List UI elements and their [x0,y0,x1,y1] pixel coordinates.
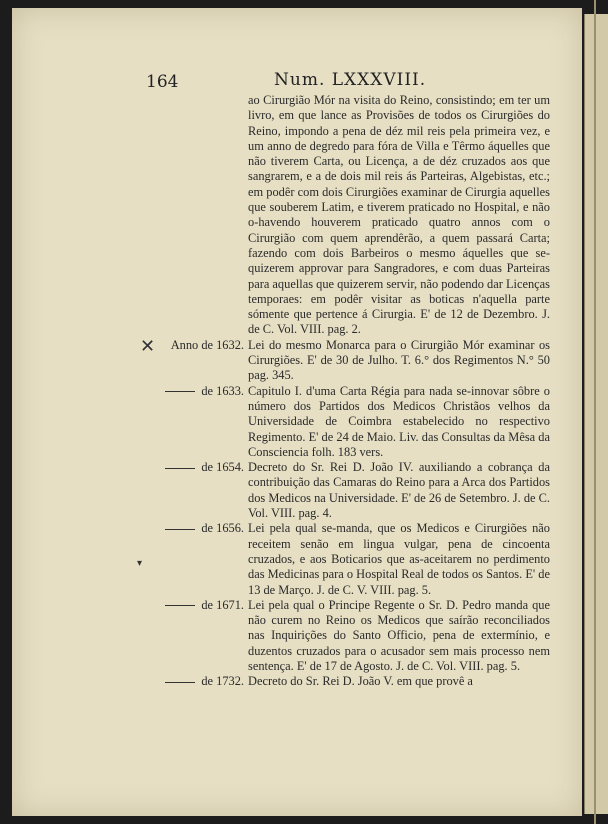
entry-year: de 1656. [201,521,244,536]
ditto-dash [165,468,195,469]
entry-text: Lei pela qual o Principe Regente o Sr. D. Pedro manda que não curem no Reino os Medicos que saírão reconciliados nas Inquirições do Santo Officio, pena de extermínio, e duzentos cruzados para o acusador sem mais processo nem sentença. E' de 17 de Agosto. J. de C. Vol. VIII. pag. 5. [248,597,550,673]
entry-year-label [150,598,244,613]
next-page-edge [584,14,608,814]
entry-1654 [150,460,550,521]
binding-line [594,0,596,824]
entry-text: Decreto do Sr. Rei D. João IV. auxiliando a cobrança da contribuição das Camaras do Reino para a Arca dos Partidos dos Medicos na Universidade. E' de 26 de Setembro. J. de C. Vol. VIII. pag. 4. [248,460,550,521]
entry-year-label [150,521,244,536]
entry-year-label [150,460,244,475]
ditto-dash [165,529,195,530]
entry-year: de 1633. [201,383,244,398]
entry-year: de 1654. [201,460,244,475]
ditto-dash [165,391,195,392]
entry-1671 [150,598,550,674]
entry-text: Lei pela qual se-manda, que os Medicos e Cirurgiões não receitem senão em lingua vulgar, pena de cincoenta cruzados, e aos Boticarios que as-aceitarem no perdimento das Medicinas para o Hospital Real de todos os Santos. E' de 13 de Março. J. de C. V. VIII. pag. 5. [248,521,550,597]
page-number: 164 [146,72,179,92]
ditto-dash [165,605,195,606]
entry-year-label [150,384,244,399]
entry-1633 [150,384,550,460]
entry-1656 [150,521,550,597]
ditto-dash [165,682,195,683]
entry-1632 [150,338,550,384]
continuation-paragraph [150,93,550,338]
entry-year: Anno de 1632. [170,337,244,352]
entry-year: de 1671. [201,597,244,612]
entry-year: de 1732. [201,674,244,689]
paragraph-text: ao Cirurgião Mór na visita do Reino, consistindo; em ter um livro, em que lance as Provisões de todos os Cirurgiões do Reino, impondo a pena de déz mil reis pela primeira vez, e um anno de degredo para fóra de Villa e Têrmo áquelles que não tiverem Carta, ou Licença, a de déz cruzados aos que sangrarem, e a de dois mil reis ás Parteiras, Algebistas, etc.; em podêr com dois Cirurgiões examinar de Cirurgia aquelles que souberem Latim, e tiverem praticado no Hospital, e não o-havendo houverem praticado quatro annos com o Cirurgião com quem aprendêrão, a quem passará Carta; fazendo com dois Barbeiros o mesmo áquelles que se-quizerem approvar para Sangradores, e com duas Parteiras para aquellas que quizerem servir, não podendo dar Licenças temporaes: em podêr visitar as boticas n'aquella parte sómente que pertence á Cirurgia. E' de 12 de Dezembro. J. de C. Vol. VIII. pag. 2. [248,93,550,337]
margin-dot-mark: ▾ [137,558,143,569]
margin-cross-mark: ✕ [140,336,156,357]
entry-text: Capitulo I. d'uma Carta Régia para nada se-innovar sôbre o número dos Partidos dos Medicos Christãos velhos da Universidade de Coimbra estabelecido no respectivo Regimento. E' de 24 de Maio. Liv. das Consultas da Mêsa da Consciencia folh. 183 vers. [248,383,550,459]
entry-text: Decreto do Sr. Rei D. João V. em que provê a [248,674,473,689]
entry-year-label [150,674,244,689]
running-head: Num. LXXXVIII. [274,70,427,90]
body-text [150,93,550,690]
entry-text: Lei do mesmo Monarca para o Cirurgião Mór examinar os Cirurgiões. E' de 30 de Julho. T. 6.° dos Regimentos N.° 50 pag. 345. [248,337,550,383]
entry-1732 [150,674,550,689]
entry-year-label [150,338,244,353]
